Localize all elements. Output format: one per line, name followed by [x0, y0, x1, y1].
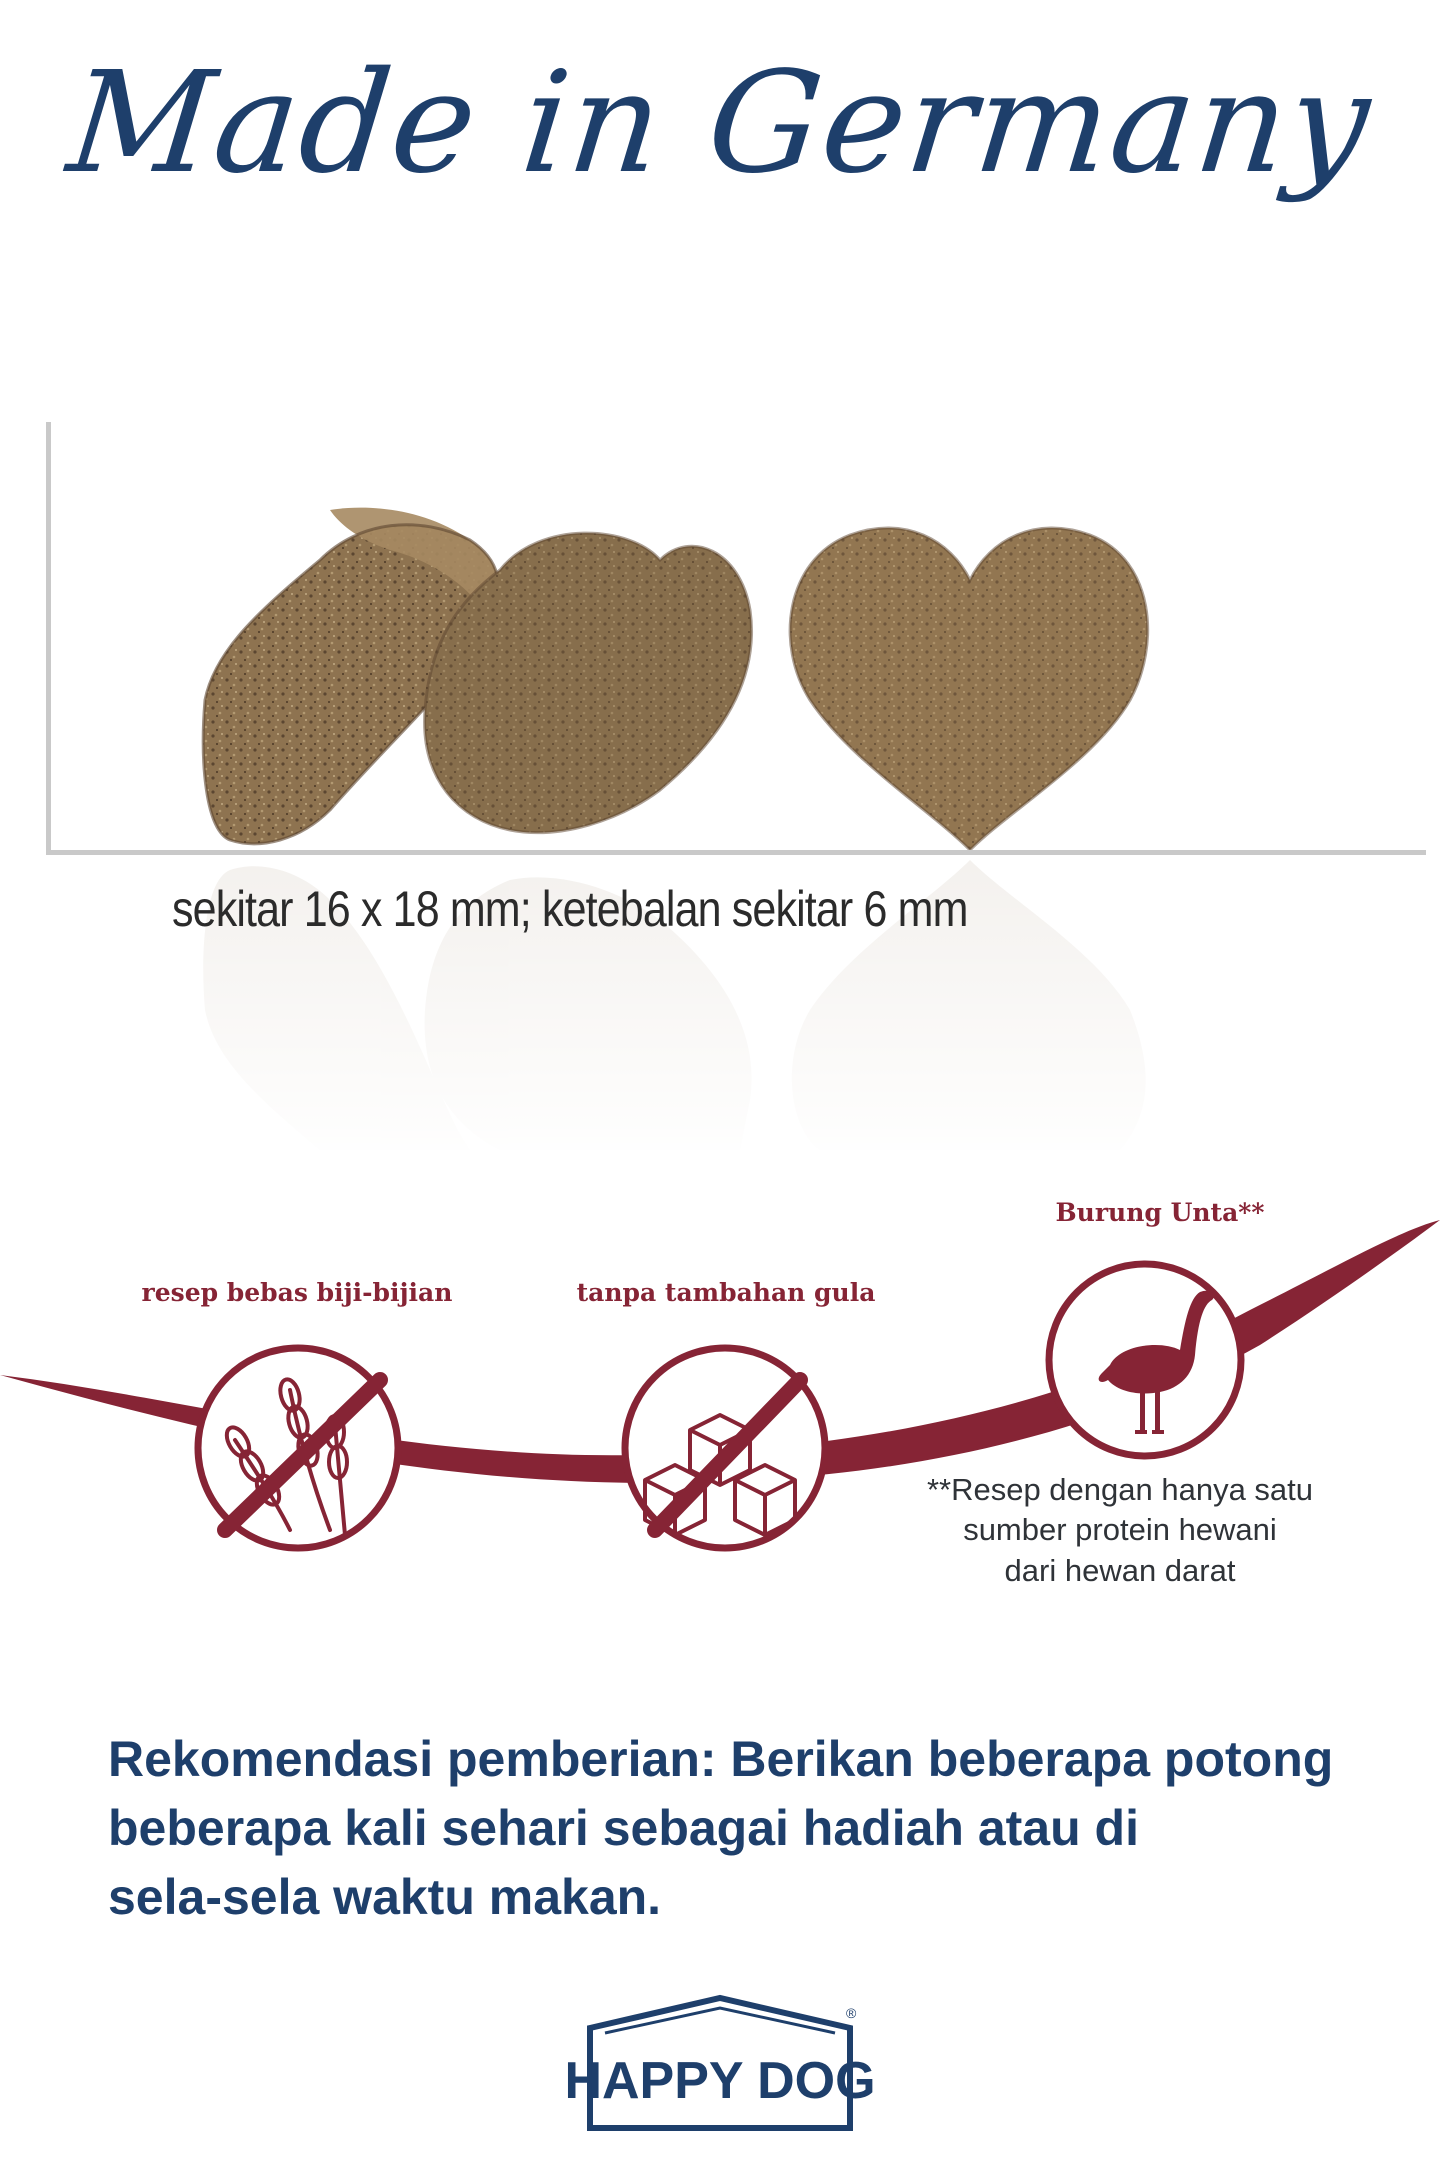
feature-label-grain-free: resep bebas biji-bijian: [141, 1278, 453, 1307]
recommendation-line: Rekomendasi pemberian: Berikan beberapa potong: [108, 1731, 1334, 1787]
grain-free-badge: [198, 1348, 398, 1548]
treat-right: [790, 528, 1148, 850]
page-title: Made in Germany: [61, 42, 1379, 205]
footnote-line: dari hewan darat: [1004, 1552, 1236, 1588]
size-caption: sekitar 16 x 18 mm; ketebalan sekitar 6 mm: [172, 881, 968, 937]
footnote-line: **Resep dengan hanya satu: [926, 1472, 1314, 1507]
no-sugar-badge: [625, 1348, 825, 1548]
feeding-recommendation: [108, 1725, 1348, 1932]
protein-footnote: [910, 1470, 1330, 1591]
happy-dog-logo: [564, 1988, 876, 2138]
ostrich-badge: [1049, 1264, 1241, 1456]
feature-label-no-sugar: tanpa tambahan gula: [576, 1278, 876, 1307]
footnote-line: sumber protein hewani: [963, 1512, 1277, 1548]
frame-baseline: [46, 850, 1426, 855]
frame-vertical-line: [46, 422, 51, 854]
logo-text: HAPPY DOG: [564, 2052, 876, 2110]
features-band: [0, 1170, 1440, 1630]
product-photo: [0, 410, 1440, 1170]
recommendation-line: beberapa kali sehari sebagai hadiah atau di: [108, 1800, 1139, 1856]
recommendation-line: sela-sela waktu makan.: [108, 1869, 662, 1925]
feature-label-ostrich: Burung Unta**: [1055, 1198, 1265, 1227]
heart-treats-image: [0, 410, 1440, 1170]
registered-mark: ®: [846, 2005, 857, 2021]
